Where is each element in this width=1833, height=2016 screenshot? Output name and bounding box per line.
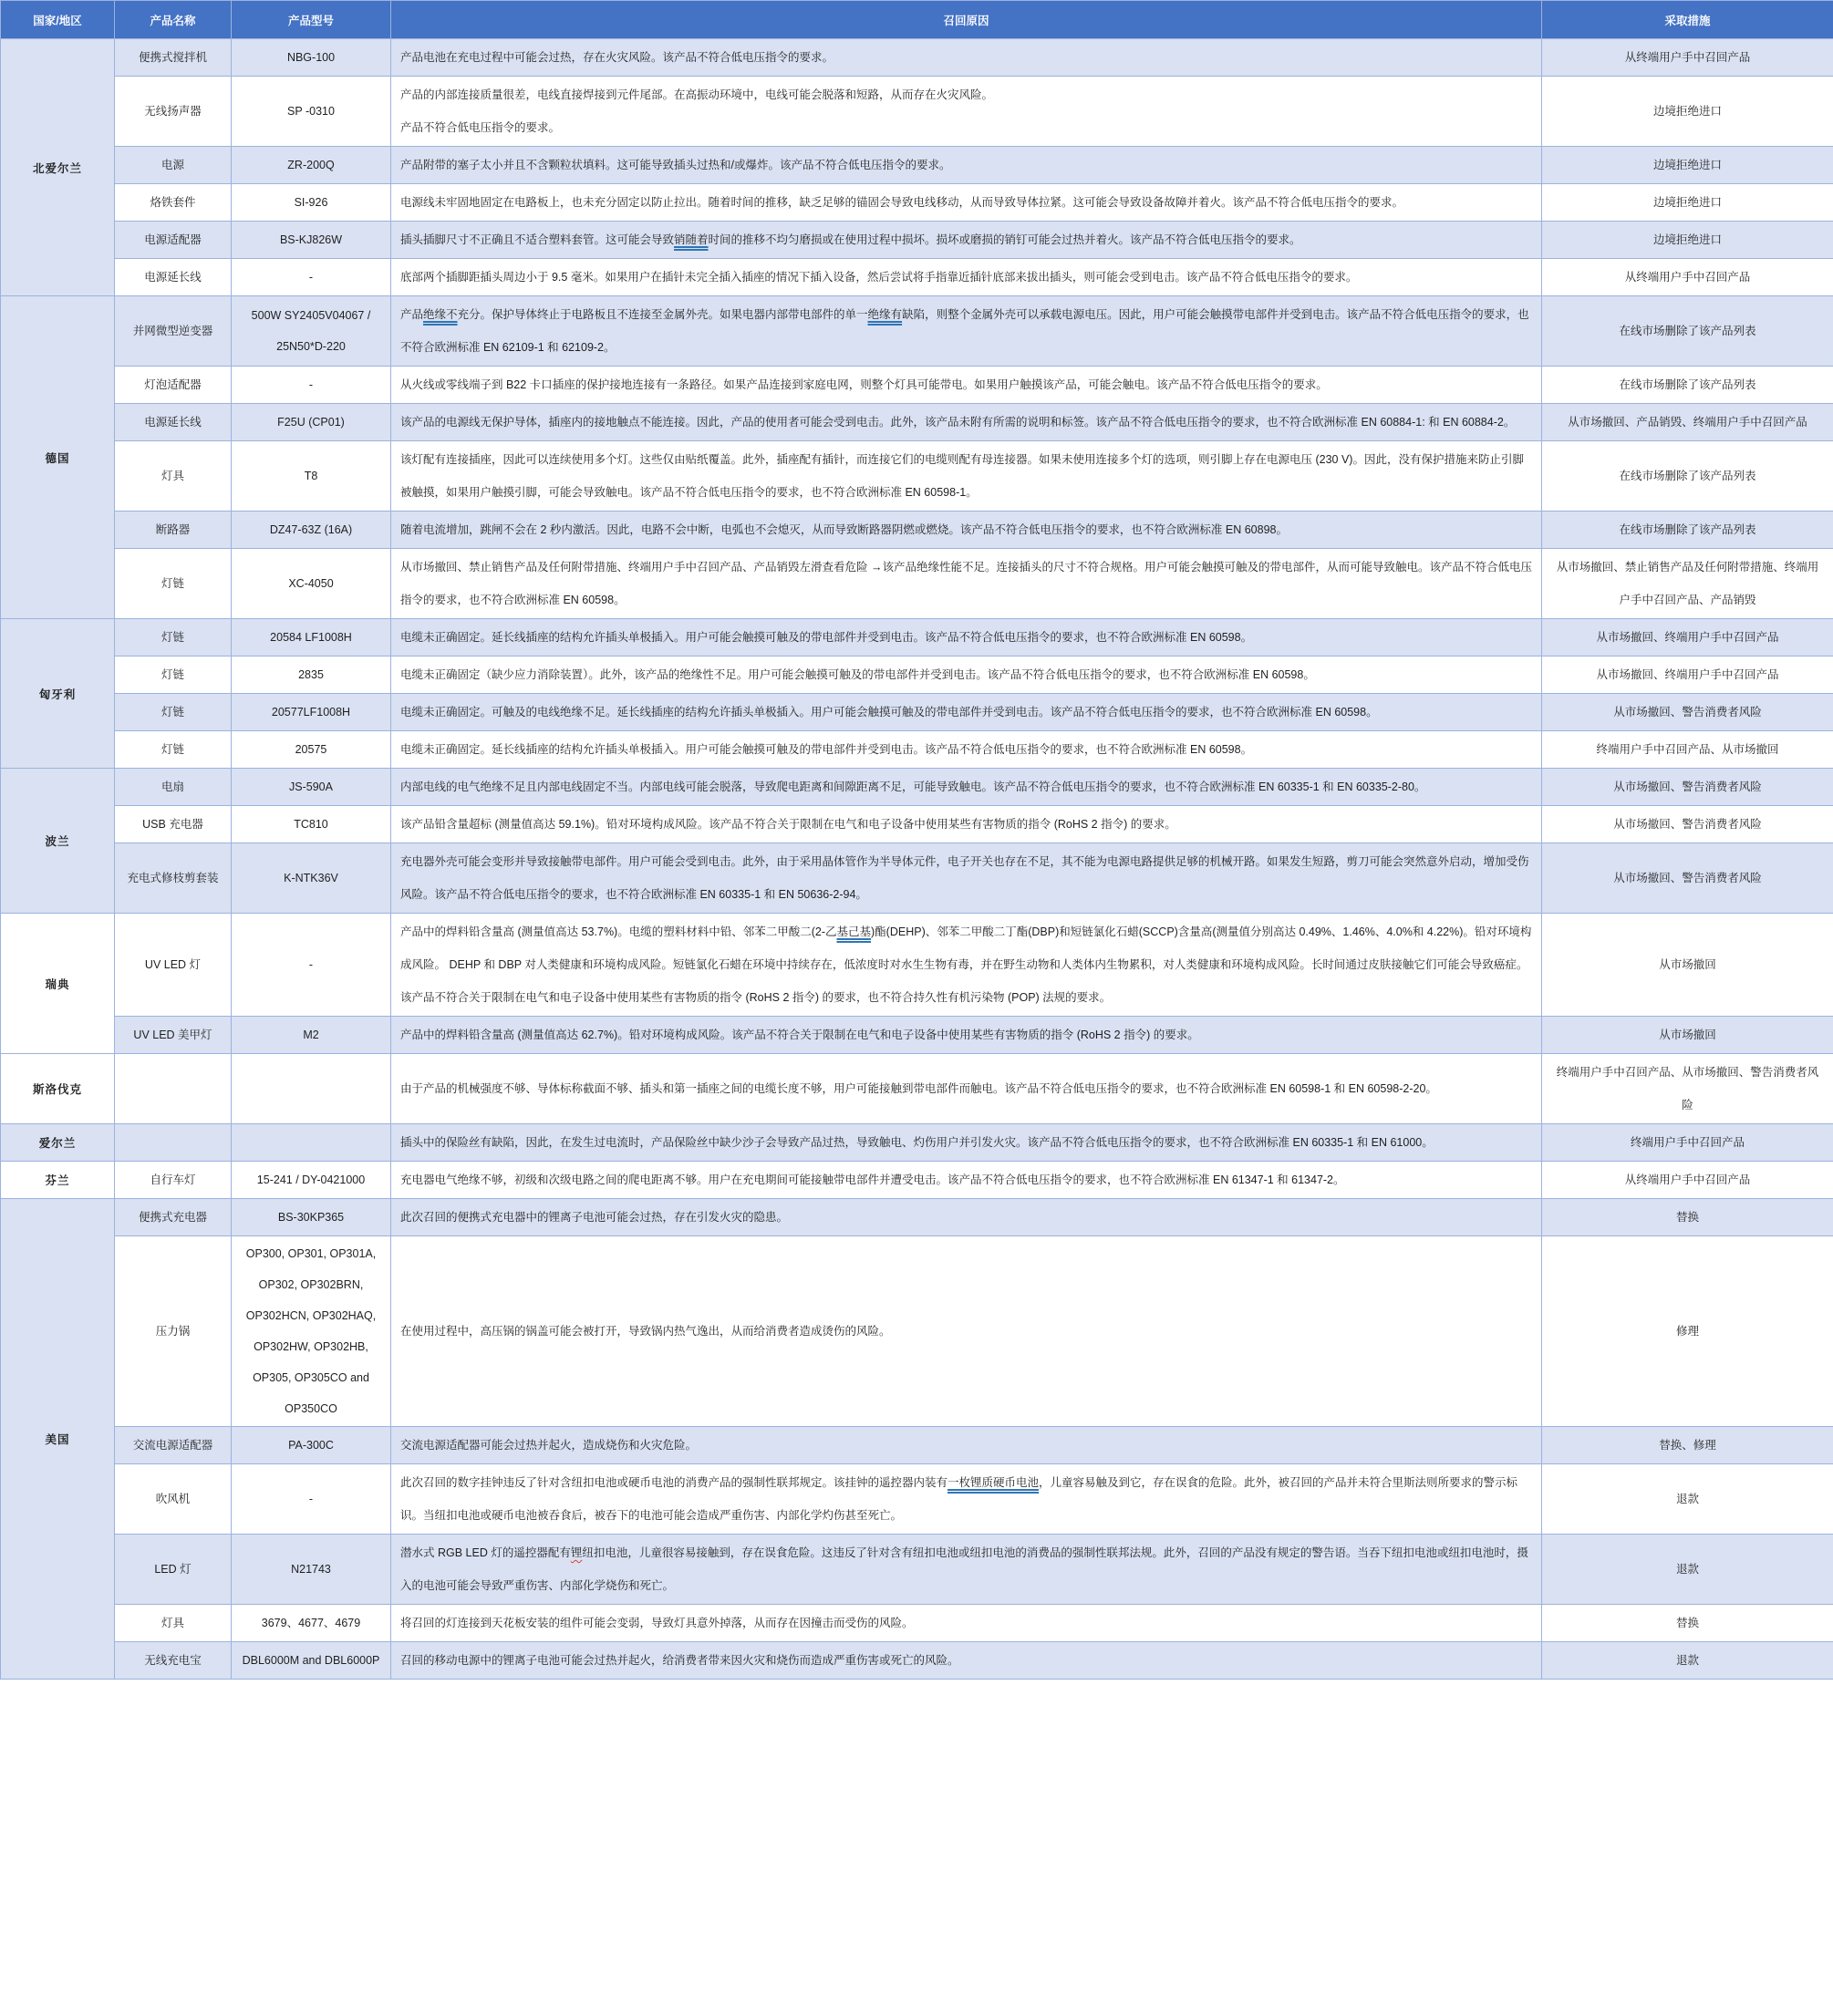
product-model-cell: K-NTK36V: [232, 843, 391, 914]
recall-reason-cell: [391, 549, 1542, 619]
recall-reason-cell: [391, 1427, 1542, 1464]
measure-cell: 边境拒绝进口: [1542, 77, 1833, 147]
country-cell: 美国: [1, 1199, 115, 1680]
table-row: [1, 806, 1833, 843]
table-row: [1, 259, 1833, 296]
recall-reason-cell: [391, 1124, 1542, 1162]
product-name-cell: 电源延长线: [115, 259, 232, 296]
reason-paragraph: 产品的内部连接质量很差，电线直接焊接到元件尾部。在高振动环境中，电线可能会脱落和短路，从而存在火灾风险。: [400, 88, 994, 101]
product-model-cell: OP300, OP301, OP301A, OP302, OP302BRN, OP302HCN, OP302HAQ, OP302HW, OP302HB, OP305, OP305CO and OP350CO: [232, 1236, 391, 1427]
measure-cell: 从终端用户手中召回产品: [1542, 259, 1833, 296]
recall-table-body: [1, 39, 1833, 1680]
country-cell: 斯洛伐克: [1, 1054, 115, 1124]
reason-paragraph: 充电器外壳可能会变形并导致接触带电部件。用户可能会受到电击。此外，由于采用晶体管作为半导体元件，电子开关也存在不足，其不能为电源电路提供足够的机械开路。如果发生短路，剪刀可能会突然意外启动，增加受伤风险。该产品不符合低电压指令的要求，也不符合欧洲标准 EN 60335-1 和 EN 50636-2-94。: [400, 855, 1529, 901]
country-cell: 波兰: [1, 769, 115, 914]
measure-cell: 从市场撤回: [1542, 1017, 1833, 1054]
table-row: [1, 731, 1833, 769]
table-row: [1, 147, 1833, 184]
recall-reason-cell: [391, 843, 1542, 914]
measure-cell: 终端用户手中召回产品、从市场撤回、警告消费者风险: [1542, 1054, 1833, 1124]
measure-cell: 替换: [1542, 1199, 1833, 1236]
product-model-cell: 20577LF1008H: [232, 694, 391, 731]
recall-reason-cell: [391, 1642, 1542, 1680]
recall-reason-cell: [391, 731, 1542, 769]
reason-paragraph: 该产品的电源线无保护导体，插座内的接地触点不能连接。因此，产品的使用者可能会受到电击。此外，该产品未附有所需的说明和标签。该产品不符合低电压指令的要求，也不符合欧洲标准 EN 60884-1: 和 EN 60884-2。: [400, 416, 1516, 429]
product-name-cell: 自行车灯: [115, 1162, 232, 1199]
table-row: [1, 39, 1833, 77]
measure-cell: 从市场撤回、终端用户手中召回产品: [1542, 656, 1833, 694]
table-row: [1, 549, 1833, 619]
measure-cell: 从终端用户手中召回产品: [1542, 39, 1833, 77]
reason-paragraph: 产品不符合低电压指令的要求。: [400, 121, 561, 134]
product-name-cell: 便携式搅拌机: [115, 39, 232, 77]
country-cell: 北爱尔兰: [1, 39, 115, 296]
measure-cell: 在线市场删除了该产品列表: [1542, 367, 1833, 404]
product-name-cell: 灯链: [115, 731, 232, 769]
product-model-cell: N21743: [232, 1535, 391, 1605]
measure-cell: 从终端用户手中召回产品: [1542, 1162, 1833, 1199]
measure-cell: 修理: [1542, 1236, 1833, 1427]
product-name-cell: 灯泡适配器: [115, 367, 232, 404]
recall-reason-cell: [391, 1017, 1542, 1054]
product-model-cell: 500W SY2405V04067 / 25N50*D-220: [232, 296, 391, 367]
product-name-cell: [115, 1124, 232, 1162]
reason-paragraph: 产品中的焊料铅含量高 (测量值高达 62.7%)。铅对环境构成风险。该产品不符合关于限制在电气和电子设备中使用某些有害物质的指令 (RoHS 2 指令) 的要求。: [400, 1029, 1199, 1041]
product-model-cell: T8: [232, 441, 391, 512]
reason-paragraph: 充电器电气绝缘不够，初级和次级电路之间的爬电距离不够。用户在充电期间可能接触带电部件并遭受电击。该产品不符合低电压指令的要求，也不符合欧洲标准 EN 61347-1 和 61347-2。: [400, 1173, 1345, 1186]
product-model-cell: -: [232, 259, 391, 296]
reason-paragraph: 在使用过程中，高压锅的锅盖可能会被打开，导致锅内热气逸出，从而给消费者造成烫伤的风险。: [400, 1325, 891, 1338]
product-model-cell: 15-241 / DY-0421000: [232, 1162, 391, 1199]
column-header-country: 国家/地区: [1, 1, 115, 39]
table-row: [1, 222, 1833, 259]
measure-cell: 从市场撤回、警告消费者风险: [1542, 843, 1833, 914]
product-name-cell: 灯具: [115, 1605, 232, 1642]
recall-reason-cell: [391, 656, 1542, 694]
product-model-cell: BS-30KP365: [232, 1199, 391, 1236]
product-model-cell: TC810: [232, 806, 391, 843]
product-model-cell: 3679、4677、4679: [232, 1605, 391, 1642]
recall-reason-cell: [391, 512, 1542, 549]
measure-cell: 从市场撤回、警告消费者风险: [1542, 694, 1833, 731]
country-cell: 匈牙利: [1, 619, 115, 769]
measure-cell: 从市场撤回、警告消费者风险: [1542, 769, 1833, 806]
product-name-cell: 断路器: [115, 512, 232, 549]
table-row: [1, 914, 1833, 1017]
table-row: [1, 184, 1833, 222]
recall-reason-cell: [391, 222, 1542, 259]
spellcheck-underline: 销随着: [674, 233, 709, 246]
measure-cell: 在线市场删除了该产品列表: [1542, 296, 1833, 367]
reason-paragraph: 内部电线的电气绝缘不足且内部电线固定不当。内部电线可能会脱落，导致爬电距离和间隙距离不足，可能导致触电。该产品不符合低电压指令的要求，也不符合欧洲标准 EN 60335-1 和 EN 60335-2-80。: [400, 781, 1426, 793]
recall-reason-cell: [391, 147, 1542, 184]
product-model-cell: M2: [232, 1017, 391, 1054]
measure-cell: 边境拒绝进口: [1542, 147, 1833, 184]
reason-paragraph: 产品附带的塞子太小并且不含颗粒状填料。这可能导致插头过热和/或爆炸。该产品不符合低电压指令的要求。: [400, 159, 951, 171]
recall-reason-cell: [391, 441, 1542, 512]
recall-reason-cell: [391, 806, 1542, 843]
country-cell: 爱尔兰: [1, 1124, 115, 1162]
measure-cell: 边境拒绝进口: [1542, 184, 1833, 222]
reason-paragraph: 电缆未正确固定。延长线插座的结构允许插头单极插入。用户可能会触摸可触及的带电部件并受到电击。该产品不符合低电压指令的要求，也不符合欧洲标准 EN 60598。: [400, 743, 1253, 756]
recall-reason-cell: [391, 77, 1542, 147]
reason-paragraph: 产品电池在充电过程中可能会过热，存在火灾风险。该产品不符合低电压指令的要求。: [400, 51, 834, 64]
product-model-cell: DBL6000M and DBL6000P: [232, 1642, 391, 1680]
header-row: [1, 1, 1833, 39]
country-cell: 芬兰: [1, 1162, 115, 1199]
measure-cell: 在线市场删除了该产品列表: [1542, 441, 1833, 512]
spellcheck-underline: 锂: [570, 1546, 583, 1559]
product-name-cell: 并网微型逆变器: [115, 296, 232, 367]
measure-cell: 边境拒绝进口: [1542, 222, 1833, 259]
product-name-cell: 灯链: [115, 549, 232, 619]
measure-cell: 退款: [1542, 1535, 1833, 1605]
product-model-cell: -: [232, 1464, 391, 1535]
table-row: [1, 843, 1833, 914]
product-name-cell: 吹风机: [115, 1464, 232, 1535]
table-row: [1, 1642, 1833, 1680]
measure-cell: 从市场撤回、终端用户手中召回产品: [1542, 619, 1833, 656]
product-name-cell: 无线充电宝: [115, 1642, 232, 1680]
table-row: [1, 1427, 1833, 1464]
column-header-product-name: 产品名称: [115, 1, 232, 39]
reason-paragraph: 电源线未牢固地固定在电路板上，也未充分固定以防止拉出。随着时间的推移，缺乏足够的锚固会导致电线移动，从而导致导体拉紧。这可能会导致设备故障并着火。该产品不符合低电压指令的要求。: [400, 196, 1404, 209]
table-row: [1, 1017, 1833, 1054]
reason-paragraph: 电缆未正确固定。可触及的电线绝缘不足。延长线插座的结构允许插头单极插入。用户可能会触摸可触及的带电部件并受到电击。该产品不符合低电压指令的要求，也不符合欧洲标准 EN 60598。: [400, 706, 1378, 719]
reason-paragraph: 电缆未正确固定（缺少应力消除装置）。此外，该产品的绝缘性不足。用户可能会触摸可触及的带电部件并受到电击。该产品不符合低电压指令的要求，也不符合欧洲标准 EN 60598。: [400, 668, 1315, 681]
product-model-cell: SP -0310: [232, 77, 391, 147]
product-name-cell: 烙铁套件: [115, 184, 232, 222]
measure-cell: 替换、修理: [1542, 1427, 1833, 1464]
spellcheck-underline: 绝缘有: [867, 308, 903, 321]
product-name-cell: 无线扬声器: [115, 77, 232, 147]
product-name-cell: 交流电源适配器: [115, 1427, 232, 1464]
recall-reason-cell: [391, 619, 1542, 656]
product-model-cell: PA-300C: [232, 1427, 391, 1464]
measure-cell: 退款: [1542, 1642, 1833, 1680]
country-cell: 瑞典: [1, 914, 115, 1054]
product-model-cell: [232, 1124, 391, 1162]
recall-reason-cell: [391, 259, 1542, 296]
reason-paragraph: 底部两个插脚距插头周边小于 9.5 毫米。如果用户在插针未完全插入插座的情况下插入设备，然后尝试将手指靠近插针底部来拔出插头，则可能会受到电击。该产品不符合低电压指令的要求。: [400, 271, 1358, 284]
measure-cell: 从市场撤回、禁止销售产品及任何附带措施、终端用户手中召回产品、产品销毁: [1542, 549, 1833, 619]
table-row: [1, 656, 1833, 694]
reason-paragraph: 产品中的焊料铅含量高 (测量值高达 53.7%)。电缆的塑料材料中铅、邻苯二甲酸二(2-乙基己基)酯(DEHP)、邻苯二甲酸二丁酯(DBP)和短链氯化石蜡(SCCP)含量高(测量值分别高达 0.49%、1.46%、4.0%和 4.22%)。铅对环境构成风险。 DEHP 和 DBP 对人类健康和环境构成风险。短链氯化石蜡在环境中持续存在，低浓度时对水生生物有毒，并在野生动物和人类体内生物累积，对人类健康和环境构成风险。长时间通过皮肤接触它们可能会导致癌症。该产品不符合关于限制在电气和电子设备中使用某些有害物质的指令 (RoHS 2 指令) 的要求，也不符合持久性有机污染物 (POP) 法规的要求。: [400, 925, 1532, 1004]
product-name-cell: 便携式充电器: [115, 1199, 232, 1236]
reason-paragraph: 插头中的保险丝有缺陷，因此，在发生过电流时，产品保险丝中缺少沙子会导致产品过热，导致触电、灼伤用户并引发火灾。该产品不符合低电压指令的要求，也不符合欧洲标准 EN 60335-1 和 EN 61000。: [400, 1136, 1434, 1149]
recall-reason-cell: [391, 296, 1542, 367]
column-header-measure: 采取措施: [1542, 1, 1833, 39]
table-row: [1, 296, 1833, 367]
recall-reason-cell: [391, 1535, 1542, 1605]
product-name-cell: 灯链: [115, 694, 232, 731]
product-model-cell: ZR-200Q: [232, 147, 391, 184]
product-name-cell: 充电式修枝剪套装: [115, 843, 232, 914]
product-name-cell: [115, 1054, 232, 1124]
reason-paragraph: 电缆未正确固定。延长线插座的结构允许插头单极插入。用户可能会触摸可触及的带电部件并受到电击。该产品不符合低电压指令的要求，也不符合欧洲标准 EN 60598。: [400, 631, 1253, 644]
country-cell: 德国: [1, 296, 115, 619]
reason-paragraph: 从火线或零线端子到 B22 卡口插座的保护接地连接有一条路径。如果产品连接到家庭电网，则整个灯具可能带电。如果用户触摸该产品，可能会触电。该产品不符合低电压指令的要求。: [400, 378, 1328, 391]
spellcheck-underline: 基己基: [836, 925, 872, 938]
reason-paragraph: 此次召回的数字挂钟违反了针对含纽扣电池或硬币电池的消费产品的强制性联邦规定。该挂钟的遥控器内装有一枚锂质硬币电池，儿童容易触及到它，存在误食的危险。此外，被召回的产品并未符合里斯法则所要求的警示标识。当纽扣电池或硬币电池被吞食后，被吞下的电池可能会造成严重伤害、内部化学灼伤甚至死亡。: [400, 1476, 1518, 1522]
product-model-cell: DZ47-63Z (16A): [232, 512, 391, 549]
product-name-cell: UV LED 美甲灯: [115, 1017, 232, 1054]
measure-cell: 从市场撤回、产品销毁、终端用户手中召回产品: [1542, 404, 1833, 441]
reason-paragraph: 该灯配有连接插座，因此可以连续使用多个灯。这些仅由贴纸覆盖。此外，插座配有插针，而连接它们的电缆则配有母连接器。如果未使用连接多个灯的选项，则引脚上存在电源电压 (230 V)。因此，没有保护措施来防止引脚被触摸，如果用户触摸引脚，可能会导致触电。该产品不符合低电压指令的要求，也不符合欧洲标准 EN 60598-1。: [400, 453, 1524, 499]
column-header-recall-reason: 召回原因: [391, 1, 1542, 39]
product-model-cell: -: [232, 914, 391, 1017]
recall-reason-cell: [391, 1236, 1542, 1427]
product-model-cell: NBG-100: [232, 39, 391, 77]
reason-paragraph: 交流电源适配器可能会过热并起火，造成烧伤和火灾危险。: [400, 1439, 698, 1452]
reason-paragraph: 潜水式 RGB LED 灯的遥控器配有锂纽扣电池，儿童很容易接触到，存在误食危险。这违反了针对含有纽扣电池或纽扣电池的消费品的强制性联邦法规。此外，召回的产品没有规定的警告语。当吞下纽扣电池或纽扣电池时，摄入的电池可能会导致严重伤害、内部化学烧伤和死亡。: [400, 1546, 1528, 1592]
reason-paragraph: 该产品铅含量超标 (测量值高达 59.1%)。铅对环境构成风险。该产品不符合关于限制在电气和电子设备中使用某些有害物质的指令 (RoHS 2 指令) 的要求。: [400, 818, 1176, 831]
recall-reason-cell: [391, 1162, 1542, 1199]
measure-cell: 在线市场删除了该产品列表: [1542, 512, 1833, 549]
reason-paragraph: 此次召回的便携式充电器中的锂离子电池可能会过热，存在引发火灾的隐患。: [400, 1211, 789, 1224]
recall-reason-cell: [391, 367, 1542, 404]
product-model-cell: XC-4050: [232, 549, 391, 619]
product-name-cell: UV LED 灯: [115, 914, 232, 1017]
product-model-cell: BS-KJ826W: [232, 222, 391, 259]
spellcheck-underline: 绝缘不: [423, 308, 458, 321]
recall-reason-cell: [391, 39, 1542, 77]
reason-paragraph: 插头插脚尺寸不正确且不适合塑料套管。这可能会导致销随着时间的推移不均匀磨损或在使用过程中损坏。损坏或磨损的销钉可能会过热并着火。该产品不符合低电压指令的要求。: [400, 233, 1301, 246]
product-name-cell: 压力锅: [115, 1236, 232, 1427]
recall-reason-cell: [391, 404, 1542, 441]
product-name-cell: 灯链: [115, 656, 232, 694]
table-row: [1, 769, 1833, 806]
column-header-product-model: 产品型号: [232, 1, 391, 39]
product-name-cell: 灯具: [115, 441, 232, 512]
product-model-cell: 20584 LF1008H: [232, 619, 391, 656]
product-model-cell: F25U (CP01): [232, 404, 391, 441]
product-model-cell: -: [232, 367, 391, 404]
measure-cell: 从市场撤回、警告消费者风险: [1542, 806, 1833, 843]
recall-reason-cell: [391, 1605, 1542, 1642]
recall-reason-cell: [391, 769, 1542, 806]
table-row: [1, 1236, 1833, 1427]
reason-paragraph: 产品绝缘不充分。保护导体终止于电路板且不连接至金属外壳。如果电器内部带电部件的单一绝缘有缺陷，则整个金属外壳可以承载电源电压。因此，用户可能会触摸带电部件并受到电击。该产品不符合低电压指令的要求，也不符合欧洲标准 EN 62109-1 和 62109-2。: [400, 308, 1529, 354]
measure-cell: 终端用户手中召回产品、从市场撤回: [1542, 731, 1833, 769]
product-model-cell: SI-926: [232, 184, 391, 222]
product-model-cell: JS-590A: [232, 769, 391, 806]
recall-reason-cell: [391, 1464, 1542, 1535]
product-name-cell: 电源适配器: [115, 222, 232, 259]
recall-reason-cell: [391, 1054, 1542, 1124]
measure-cell: 替换: [1542, 1605, 1833, 1642]
table-row: [1, 1162, 1833, 1199]
table-row: [1, 77, 1833, 147]
table-row: [1, 694, 1833, 731]
measure-cell: 从市场撤回: [1542, 914, 1833, 1017]
reason-paragraph: 将召回的灯连接到天花板安装的组件可能会变弱，导致灯具意外掉落，从而存在因撞击而受伤的风险。: [400, 1617, 914, 1629]
table-row: [1, 367, 1833, 404]
product-model-cell: [232, 1054, 391, 1124]
reason-paragraph: 随着电流增加，跳闸不会在 2 秒内激活。因此，电路不会中断，电弧也不会熄灭，从而导致断路器阴燃或燃烧。该产品不符合低电压指令的要求，也不符合欧洲标准 EN 60898。: [400, 523, 1288, 536]
measure-cell: 退款: [1542, 1464, 1833, 1535]
table-row: [1, 1605, 1833, 1642]
product-name-cell: 电扇: [115, 769, 232, 806]
recall-reason-cell: [391, 1199, 1542, 1236]
spellcheck-underline: 一枚锂质硬币电池: [948, 1476, 1040, 1489]
table-row: [1, 404, 1833, 441]
reason-paragraph: 由于产品的机械强度不够、导体标称截面不够、插头和第一插座之间的电缆长度不够，用户可能接触到带电部件而触电。该产品不符合低电压指令的要求，也不符合欧洲标准 EN 60598-1 和 EN 60598-2-20。: [400, 1082, 1437, 1095]
product-model-cell: 2835: [232, 656, 391, 694]
table-row: [1, 1124, 1833, 1162]
product-model-cell: 20575: [232, 731, 391, 769]
product-name-cell: LED 灯: [115, 1535, 232, 1605]
reason-paragraph: 召回的移动电源中的锂离子电池可能会过热并起火，给消费者带来因火灾和烧伤而造成严重伤害或死亡的风险。: [400, 1654, 959, 1667]
table-row: [1, 1464, 1833, 1535]
reason-paragraph: 从市场撤回、禁止销售产品及任何附带措施、终端用户手中召回产品、产品销毁左滑查看危险 →该产品绝缘性能不足。连接插头的尺寸不符合规格。用户可能会触摸可触及的带电部件，从而可能导致触电。该产品不符合低电压指令的要求，也不符合欧洲标准 EN 60598。: [400, 561, 1532, 606]
table-row: [1, 619, 1833, 656]
product-name-cell: USB 充电器: [115, 806, 232, 843]
product-name-cell: 灯链: [115, 619, 232, 656]
table-row: [1, 1054, 1833, 1124]
product-name-cell: 电源延长线: [115, 404, 232, 441]
table-row: [1, 441, 1833, 512]
recall-reason-cell: [391, 694, 1542, 731]
recall-reason-cell: [391, 914, 1542, 1017]
measure-cell: 终端用户手中召回产品: [1542, 1124, 1833, 1162]
recall-reason-cell: [391, 184, 1542, 222]
table-row: [1, 512, 1833, 549]
table-row: [1, 1199, 1833, 1236]
product-name-cell: 电源: [115, 147, 232, 184]
table-row: [1, 1535, 1833, 1605]
